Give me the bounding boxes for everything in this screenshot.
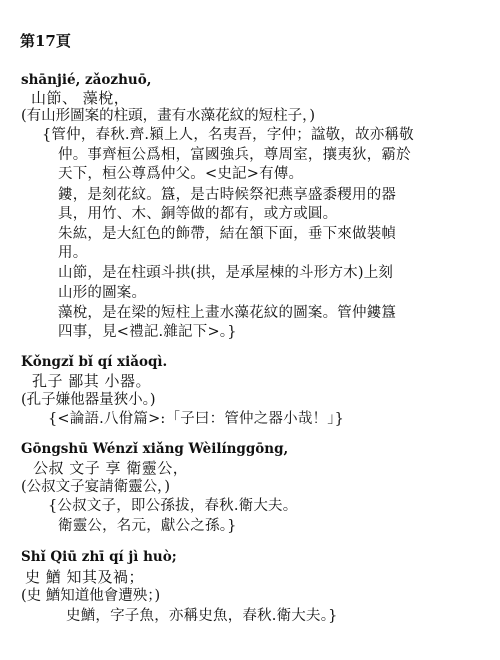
entry-pinyin: Kǒngzǐ bǐ qí xiǎoqì. xyxy=(21,354,168,370)
entry-note-line: {管仲，春秋.齊.潁上人，名夷吾，字仲；諡敬，故亦稱敬 xyxy=(42,127,414,143)
entry-hanzi: 山節、 藻梲， xyxy=(31,89,130,107)
entry-hanzi: 史 鰌 知其及禍； xyxy=(25,568,145,586)
entry-note-line: 鏤，是刻花紋。簋，是古時候祭祀燕享盛黍稷用的器 xyxy=(58,187,397,203)
entry-translation: (孔子嫌他器量狹小。) xyxy=(21,392,156,408)
entry-note-line: 具，用竹、木、銅等做的都有，或方或圓。 xyxy=(58,206,338,222)
entry-note-line: 藻梲，是在梁的短柱上畫水藻花紋的圖案。管仲鏤簋 xyxy=(58,305,397,321)
entry-note-line: 衛靈公，名元，獻公之孫。} xyxy=(58,518,237,534)
entry-note-line: 山節，是在柱頭斗拱(拱，是承屋棟的斗形方木)上刻 xyxy=(58,265,394,281)
entry-translation: (史 鰌知道他會遭殃；) xyxy=(21,588,161,604)
page-number: 第17頁 xyxy=(20,32,71,50)
entry-note-line: {公叔文子，即公孫拔，春秋.衛大夫。 xyxy=(48,498,298,514)
entry-note-line: 仲。事齊桓公爲相，富國強兵，尊周室，攘夷狄，霸於 xyxy=(58,147,411,163)
entry-pinyin: shānjié, zǎozhuō, xyxy=(21,72,152,88)
entry-hanzi: 公叔 文子 享 衛靈公， xyxy=(33,459,189,477)
entry-note-line: 史鰌，字子魚，亦稱史魚，春秋.衛大夫。} xyxy=(66,608,338,624)
entry-pinyin: Gōngshū Wénzǐ xiǎng Wèilínggōng, xyxy=(21,441,289,457)
entry-hanzi: 孔子 鄙其 小器。 xyxy=(32,372,152,390)
entry-note-line: 朱紘，是大紅色的飾帶，結在頷下面，垂下來做裝幀 xyxy=(58,226,397,242)
entry-note-line: 天下，桓公尊爲仲父。<史記>有傳。 xyxy=(58,166,304,182)
entry-note-line: 用。 xyxy=(58,245,88,261)
entry-note-line: {<論語.八佾篇>:「子曰：管仲之器小哉！」} xyxy=(48,411,345,427)
entry-note-line: 山形的圖案。 xyxy=(58,285,147,301)
entry-note-line: 四事，見<禮記.雜記下>。} xyxy=(58,324,237,340)
entry-translation: (有山形圖案的柱頭，畫有水藻花紋的短柱子，) xyxy=(21,108,316,124)
entry-pinyin: Shǐ Qiū zhī qí jì huò; xyxy=(21,549,177,565)
entry-translation: (公叔文子宴請衛靈公，) xyxy=(21,479,171,495)
